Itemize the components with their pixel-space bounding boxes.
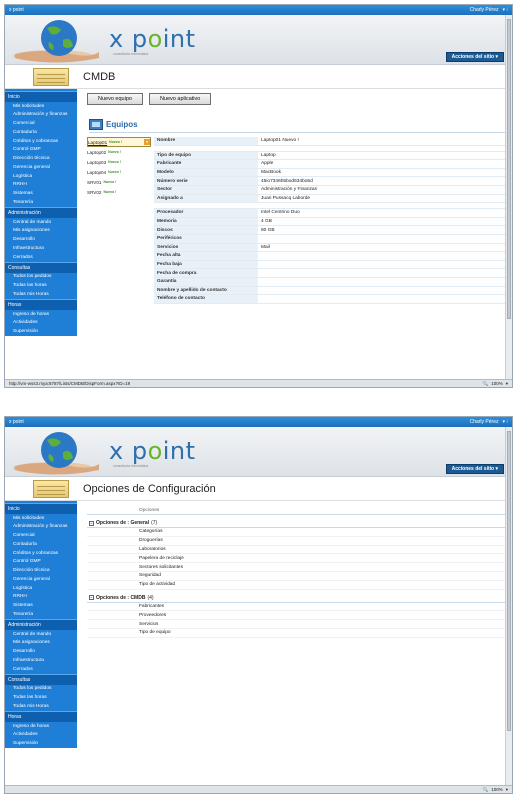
- help-icon[interactable]: ▾ ⁝: [502, 7, 508, 13]
- zoom-level[interactable]: 100%: [491, 381, 503, 386]
- sidebar-item[interactable]: Logística: [13, 585, 33, 591]
- chevron-down-icon[interactable]: ▾: [505, 380, 508, 386]
- top-bar: [5, 5, 512, 15]
- detail-label: Tipo de equipo: [154, 152, 258, 160]
- collapse-icon[interactable]: −: [90, 520, 93, 526]
- sidebar-item[interactable]: Tesorería: [13, 199, 33, 205]
- options-column-header[interactable]: Opciones: [87, 506, 508, 515]
- new-badge: Nuevo !: [109, 140, 123, 144]
- scrollbar-thumb[interactable]: [507, 431, 511, 731]
- options-list-item[interactable]: Tipo de actividad: [87, 581, 508, 590]
- options-list-item[interactable]: Laboratorios: [87, 546, 508, 555]
- sidebar-item[interactable]: Dirección técnica: [13, 568, 50, 573]
- sidebar-item[interactable]: Control GMP: [13, 559, 41, 565]
- sidebar-item[interactable]: Todos los pedidos: [13, 274, 52, 280]
- sidebar-item[interactable]: Administración y finanzas: [13, 524, 68, 530]
- user-menu[interactable]: Charly Pérez: [469, 7, 499, 13]
- brand-tagline: consultoría informática: [113, 52, 149, 56]
- options-list-item[interactable]: Papelera de reciclaje: [87, 554, 508, 563]
- detail-row: [154, 169, 508, 178]
- sidebar-item[interactable]: Créditos y cobranzas: [13, 550, 59, 556]
- equipment-list: [87, 137, 151, 304]
- detail-row: [154, 278, 508, 287]
- quick-launch-sidebar: [5, 501, 77, 748]
- detail-value: Apple: [261, 161, 274, 167]
- sidebar-item[interactable]: Mis solicitudes: [13, 103, 45, 109]
- detail-value: [258, 278, 508, 286]
- equipment-list-item[interactable]: [87, 147, 151, 157]
- detail-value: [258, 287, 508, 295]
- list-icon: [33, 68, 69, 86]
- vertical-scrollbar[interactable]: [505, 427, 512, 785]
- chevron-down-icon[interactable]: ▾: [505, 786, 508, 792]
- options-list-item[interactable]: Proveedores: [87, 611, 508, 620]
- options-list-item[interactable]: Fabricantes: [87, 603, 508, 612]
- detail-row: [154, 137, 508, 146]
- detail-value: Laptop01 Nuevo !: [261, 138, 299, 144]
- sidebar-item[interactable]: Central de mando: [13, 631, 52, 637]
- sidebar-item[interactable]: Sistemas: [13, 603, 33, 608]
- detail-value: [258, 295, 508, 303]
- detail-value: MacBook: [261, 170, 281, 176]
- sidebar-item[interactable]: Mis solicitudes: [13, 515, 45, 521]
- site-name-link[interactable]: x point: [9, 419, 24, 425]
- detail-label: Procesador: [154, 209, 258, 217]
- sidebar-section-header[interactable]: Consultas: [5, 674, 77, 685]
- page-body: [5, 501, 512, 748]
- equipment-list-item[interactable]: [87, 187, 151, 197]
- detail-label: Asignado a: [154, 195, 258, 203]
- sidebar-item[interactable]: Logística: [13, 173, 33, 179]
- sidebar-item[interactable]: Mis asignaciones: [13, 640, 50, 646]
- detail-label: Fabricante: [154, 160, 258, 168]
- equipment-details: [154, 137, 508, 304]
- options-group-count: (4): [147, 594, 154, 601]
- computer-icon: [89, 119, 103, 130]
- equipment-name[interactable]: Laptop03: [87, 159, 107, 165]
- options-list-item[interactable]: Categorías: [87, 528, 508, 537]
- equipment-name[interactable]: Laptop01: [88, 139, 108, 145]
- cmdb-screenshot: [4, 4, 513, 388]
- equipment-name[interactable]: Laptop04: [87, 169, 107, 175]
- sidebar-section-header[interactable]: Inicio: [5, 91, 77, 102]
- new-application-button[interactable]: Nuevo aplicativo: [149, 93, 211, 105]
- site-name-link[interactable]: x point: [9, 7, 24, 13]
- detail-value: Juan Pussacq Laborde: [261, 195, 311, 201]
- sidebar-item[interactable]: Todas las horas: [13, 695, 47, 700]
- sidebar-item[interactable]: Infraestructura: [13, 245, 44, 251]
- sidebar-item[interactable]: Desarrollo: [13, 237, 35, 242]
- detail-value: [258, 252, 508, 260]
- user-menu[interactable]: Charly Pérez: [469, 419, 499, 425]
- sidebar-item[interactable]: Desarrollo: [13, 649, 35, 654]
- equipment-name[interactable]: SRV01: [87, 179, 102, 185]
- sidebar-item[interactable]: Todas mis Horas: [13, 703, 49, 709]
- equipment-section-header: [89, 119, 508, 133]
- sidebar-item[interactable]: Sistemas: [13, 191, 33, 196]
- sidebar-section-header[interactable]: Consultas: [5, 262, 77, 273]
- detail-label: Discos: [154, 226, 258, 234]
- detail-value: [258, 235, 508, 243]
- detail-row: [154, 218, 508, 227]
- sidebar-item[interactable]: Dirección técnica: [13, 156, 50, 161]
- detail-label: Fecha alta: [154, 252, 258, 260]
- detail-value: [258, 269, 508, 277]
- detail-value: Intel Centrino Duo: [261, 210, 300, 216]
- detail-value: Administración y Finanzas: [261, 187, 317, 193]
- detail-label: Fecha de compra: [154, 269, 258, 277]
- sidebar-section-header[interactable]: Inicio: [5, 503, 77, 514]
- sidebar-item[interactable]: RRHH: [13, 594, 27, 600]
- detail-row: [154, 226, 508, 235]
- detail-row: [154, 209, 508, 218]
- detail-row: [154, 269, 508, 278]
- site-header: [5, 427, 512, 477]
- detail-label: Servicios: [154, 244, 258, 252]
- new-badge: Nuevo !: [108, 160, 122, 164]
- sidebar-item[interactable]: Créditos y cobranzas: [13, 138, 59, 144]
- page-body: [5, 89, 512, 336]
- sidebar-item[interactable]: Actividades: [13, 732, 38, 738]
- quick-launch-sidebar: [5, 89, 77, 336]
- sidebar-item[interactable]: Central de mando: [13, 219, 52, 225]
- list-icon: [33, 480, 69, 498]
- equipment-section-title: Equipos: [106, 120, 138, 129]
- magnifier-icon: 🔍: [482, 786, 489, 792]
- sidebar-item[interactable]: Control GMP: [13, 147, 41, 153]
- detail-row: [154, 195, 508, 204]
- options-list-item[interactable]: Sectores solicitantes: [87, 563, 508, 572]
- sidebar-section-header[interactable]: Horas: [5, 711, 77, 722]
- sidebar-item[interactable]: Administración y finanzas: [13, 112, 68, 118]
- config-options-screenshot: [4, 416, 513, 794]
- equipment-list-item[interactable]: [87, 137, 151, 147]
- browser-status-bar: [5, 379, 512, 387]
- site-actions-menu[interactable]: Acciones del sitio ▾: [446, 52, 504, 62]
- detail-label: Modelo: [154, 169, 258, 177]
- status-url: http://vm-wss3.rsya:8787/Lists/CMDB/DispForm.aspx?ID=19: [9, 381, 131, 386]
- page-title: CMDB: [83, 70, 116, 83]
- main-content: [77, 501, 512, 748]
- detail-row: [154, 160, 508, 169]
- site-actions-menu[interactable]: Acciones del sitio ▾: [446, 464, 504, 474]
- detail-label: Periféricos: [154, 235, 258, 243]
- toolbar: [87, 93, 508, 105]
- detail-row: [154, 252, 508, 261]
- sidebar-item[interactable]: Ingreso de horas: [13, 723, 50, 729]
- detail-label: Nombre: [154, 137, 258, 145]
- equipment-list-item[interactable]: [87, 157, 151, 167]
- vertical-scrollbar[interactable]: [505, 15, 512, 379]
- equipment-list-item[interactable]: [87, 167, 151, 177]
- options-group-count: (7): [151, 520, 158, 526]
- detail-row: [154, 235, 508, 244]
- detail-label: Sector: [154, 186, 258, 194]
- sidebar-item[interactable]: Gerencia general: [13, 576, 50, 582]
- options-list-item[interactable]: Seguridad: [87, 572, 508, 581]
- detail-label: Garantía: [154, 278, 258, 286]
- detail-label: Memoria: [154, 218, 258, 226]
- new-equipment-button[interactable]: Nuevo equipo: [87, 93, 143, 105]
- detail-row: [154, 186, 508, 195]
- zoom-level[interactable]: 100%: [491, 787, 503, 792]
- detail-value: 80 GB: [261, 227, 275, 233]
- sidebar-item[interactable]: Comercial: [13, 121, 35, 126]
- sidebar-section-header[interactable]: Horas: [5, 299, 77, 310]
- detail-label: Teléfono de contacto: [154, 295, 258, 303]
- equipment-list-item[interactable]: [87, 177, 151, 187]
- options-list-item[interactable]: Servicios: [87, 620, 508, 629]
- browser-status-bar: [5, 785, 512, 793]
- sidebar-item[interactable]: Infraestructura: [13, 657, 44, 663]
- new-badge: Nuevo !: [103, 190, 117, 194]
- detail-label: Fecha baja: [154, 261, 258, 269]
- new-badge: Nuevo !: [103, 180, 117, 184]
- page-title-row: [5, 65, 512, 89]
- sidebar-item[interactable]: RRHH: [13, 182, 27, 188]
- equipment-area: [87, 137, 508, 304]
- globe-in-hand-logo: [11, 18, 101, 64]
- options-list-item[interactable]: Droguerías: [87, 537, 508, 546]
- detail-row: [154, 177, 508, 186]
- detail-row: [154, 295, 508, 304]
- new-badge: Nuevo !: [108, 170, 122, 174]
- brand-wordmark: x point: [109, 437, 196, 465]
- equipment-name[interactable]: SRV02: [87, 189, 102, 195]
- sidebar-section-header[interactable]: Administración: [5, 207, 77, 218]
- top-bar: [5, 417, 512, 427]
- help-icon[interactable]: ▾ ⁝: [502, 419, 508, 425]
- page-title-row: [5, 477, 512, 501]
- sidebar-item[interactable]: Cerrados: [13, 254, 33, 260]
- sidebar-item[interactable]: Contaduría: [13, 541, 37, 547]
- new-badge: Nuevo !: [108, 150, 122, 154]
- globe-in-hand-logo: [11, 430, 101, 476]
- detail-row: [154, 244, 508, 253]
- options-group-label: Opciones de : General: [96, 520, 150, 526]
- sidebar-item[interactable]: Supervisión: [13, 741, 39, 746]
- sidebar-item[interactable]: Contaduría: [13, 129, 37, 135]
- magnifier-icon: 🔍: [482, 380, 489, 386]
- page-title: Opciones de Configuración: [83, 482, 216, 495]
- detail-label: Nombre y apellido de contacto: [154, 287, 258, 295]
- options-group-header[interactable]: [87, 594, 508, 603]
- sidebar-item[interactable]: Tesorería: [13, 611, 33, 617]
- scrollbar-thumb[interactable]: [507, 19, 511, 319]
- detail-row: [154, 261, 508, 270]
- sidebar-item[interactable]: Ingreso de horas: [13, 311, 50, 317]
- brand-wordmark: x point: [109, 25, 196, 53]
- detail-value: Laptop: [261, 152, 276, 158]
- options-group-header[interactable]: [87, 519, 508, 528]
- options-group-label: Opciones de : CMDB: [96, 594, 146, 601]
- sidebar-section-header[interactable]: Administración: [5, 619, 77, 630]
- sidebar-item[interactable]: Todas las horas: [13, 283, 47, 288]
- chevron-down-icon[interactable]: ▾: [145, 139, 148, 144]
- site-header: [5, 15, 512, 65]
- sidebar-item[interactable]: Supervisión: [13, 329, 39, 334]
- main-content: [77, 89, 512, 336]
- sidebar-item[interactable]: Todas mis Horas: [13, 291, 49, 297]
- sidebar-item[interactable]: Gerencia general: [13, 164, 50, 170]
- sidebar-item[interactable]: Todos los pedidos: [13, 686, 52, 692]
- sidebar-item[interactable]: Cerrados: [13, 666, 33, 672]
- collapse-icon[interactable]: −: [90, 595, 93, 601]
- detail-value: Mail: [261, 244, 270, 250]
- detail-row: [154, 152, 508, 161]
- detail-value: 4 GB: [261, 219, 272, 225]
- detail-value: 45io7346h5bod634bo5d: [261, 178, 313, 184]
- sidebar-item[interactable]: Comercial: [13, 533, 35, 538]
- options-list-item[interactable]: Tipo de equipo: [87, 629, 508, 638]
- sidebar-item[interactable]: Mis asignaciones: [13, 228, 50, 234]
- detail-value: [258, 261, 508, 269]
- detail-label: Número serie: [154, 177, 258, 185]
- brand-tagline: consultoría informática: [113, 464, 149, 468]
- sidebar-item[interactable]: Actividades: [13, 320, 38, 326]
- equipment-name[interactable]: Laptop02: [87, 149, 107, 155]
- detail-row: [154, 287, 508, 296]
